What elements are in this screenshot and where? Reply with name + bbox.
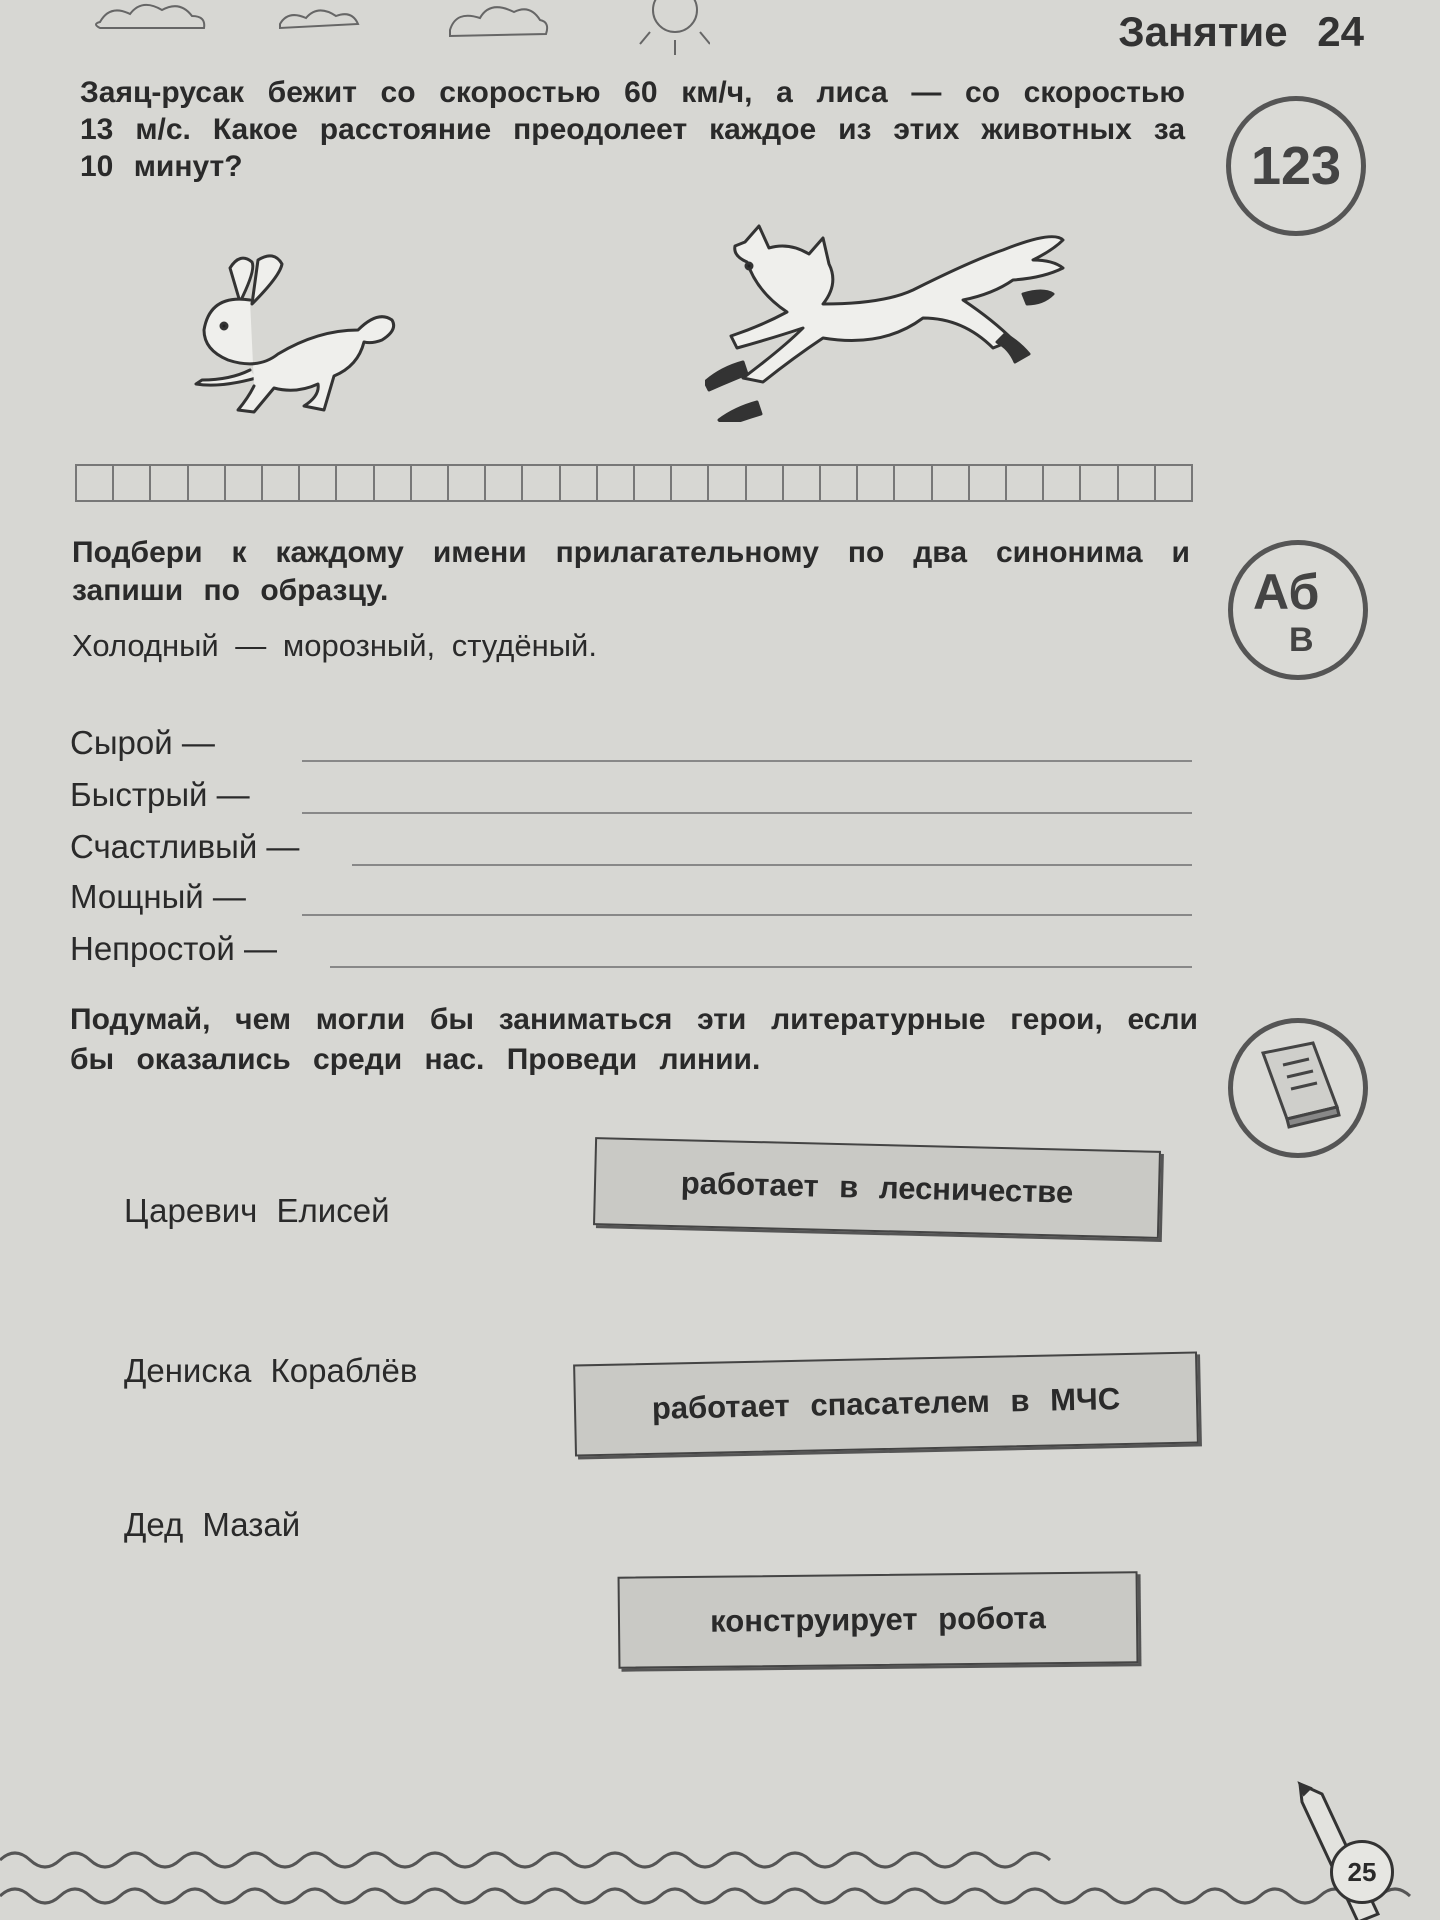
sample-line: Холодный — морозный, студёный. [72,628,597,663]
answer-line-1[interactable] [302,760,1192,762]
task3-text: Подумай, чем могли бы заниматься эти литературные герои, если бы оказались среди нас. Проведи линии. [70,1003,1198,1076]
book-icon [1233,1023,1363,1153]
word-row-5 [70,930,277,968]
word-row-4 [70,878,246,916]
word-row-3 [70,828,299,866]
fox-illustration [705,222,1085,422]
book-badge [1228,1018,1368,1158]
lesson-label: Занятие [1118,8,1288,55]
language-badge-letters: Аб [1253,564,1320,620]
hero-2: Дениска Кораблёв [124,1352,418,1389]
word-label: Сырой — [70,724,215,761]
answer-line-3[interactable] [352,864,1192,866]
word-row-1 [70,724,215,762]
hero-1: Царевич Елисей [124,1192,390,1229]
answer-line-5[interactable] [330,966,1192,968]
job-box-2[interactable]: работает спасателем в МЧС [573,1351,1199,1456]
wave-decoration [0,1840,1440,1920]
hero-3: Дед Мазай [124,1506,301,1543]
clouds-sun-illustration [90,0,710,60]
lesson-number: 24 [1317,8,1364,55]
hare-illustration [180,250,410,420]
language-badge [1228,540,1368,680]
language-badge-letter-b: В [1289,621,1314,659]
word-label: Быстрый — [70,776,250,813]
answer-line-4[interactable] [302,914,1192,916]
answer-line-2[interactable] [302,812,1192,814]
math-badge [1226,96,1366,236]
job-box-3[interactable]: конструирует робота [618,1571,1139,1668]
word-label: Непростой — [70,930,277,967]
job-box-1[interactable]: работает в лесничестве [593,1137,1161,1239]
lesson-header [1118,8,1364,56]
task1-text: Заяц-русак бежит со скоростью 60 км/ч, а лиса — со скоростью 13 м/с. Какое расстояние преодолеет каждое из этих животных за 10 минут? [80,76,1185,183]
word-label: Мощный — [70,878,246,915]
page-number: 25 [1330,1840,1394,1904]
math-badge-digits: 123 [1250,136,1342,196]
answer-grid[interactable] [75,464,1193,500]
task2-text: Подбери к каждому имени прилагательному по два синонима и запиши по образцу. [72,536,1190,607]
word-label: Счастливый — [70,828,300,865]
word-row-2 [70,776,250,814]
